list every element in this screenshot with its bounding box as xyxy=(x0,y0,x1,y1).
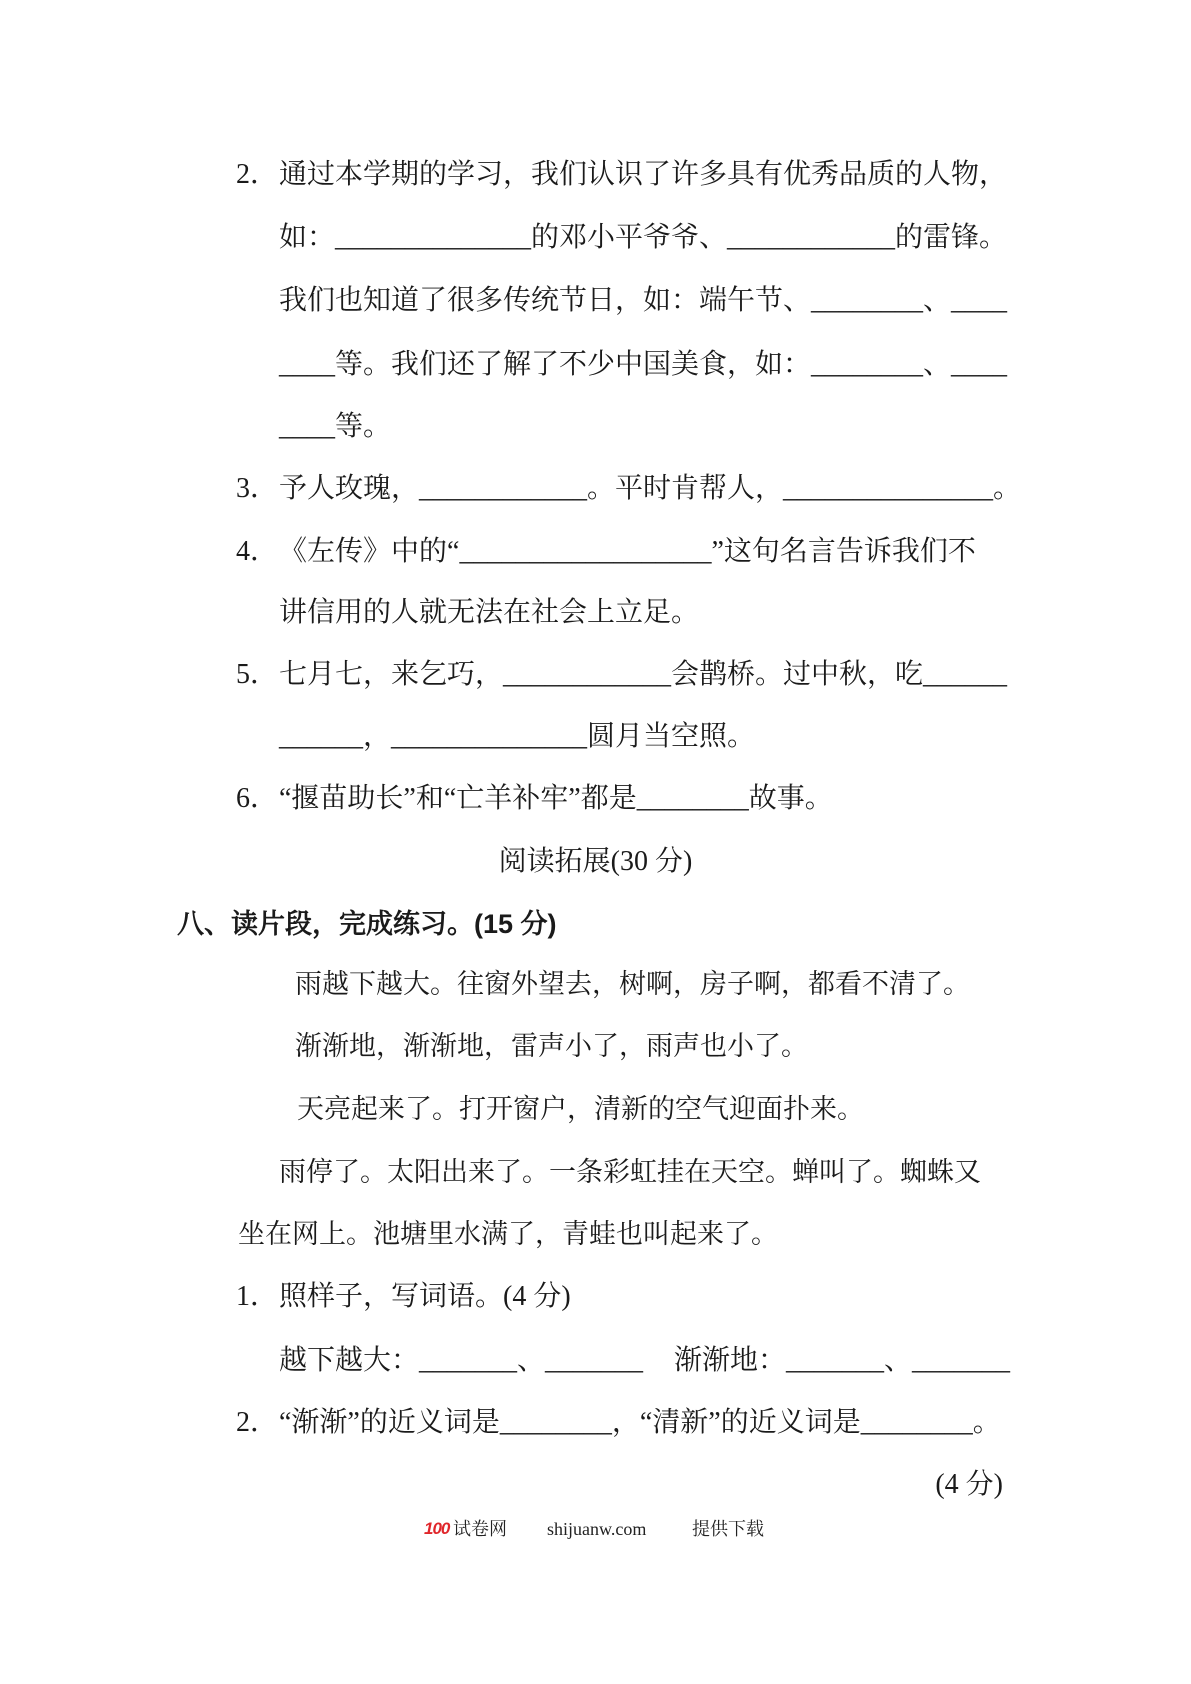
question-text: 故事。 xyxy=(748,783,833,814)
question-4-line xyxy=(279,532,976,572)
question-text: 《左传》中的“ xyxy=(279,536,460,567)
answer-blank: _______ xyxy=(912,1345,1011,1376)
answer-blank: ____________ xyxy=(419,473,588,504)
question-text: “渐渐”的近义词是 xyxy=(279,1407,500,1438)
example-group-a xyxy=(279,1341,643,1381)
answer-blank: ______________ xyxy=(335,222,532,253)
question-5-line xyxy=(279,655,1007,695)
answer-blank: ____ xyxy=(951,349,1008,380)
site-logo-icon: 100 xyxy=(424,1519,450,1538)
answer-blank: ________ xyxy=(860,1407,973,1438)
question-4-number: 4． xyxy=(236,536,279,567)
example-word: 越下越大： xyxy=(279,1345,420,1376)
example-word: 渐渐地： xyxy=(674,1345,787,1376)
passage-paragraph: 雨停了。太阳出来了。一条彩虹挂在天空。蝉叫了。蜘蛛又 xyxy=(279,1157,981,1188)
footer-note: 提供下载 xyxy=(692,1519,764,1539)
answer-blank: ______ xyxy=(923,659,1008,690)
question-text: 的雷锋。 xyxy=(895,222,1008,253)
part-8-question-1-text: 照样子，写词语。(4 分) xyxy=(279,1281,571,1312)
question-text: ，“清新”的近义词是 xyxy=(611,1407,861,1438)
part-8-question-2-line xyxy=(279,1403,1001,1443)
part-8-question-2-number: 2． xyxy=(236,1407,279,1438)
question-5-line xyxy=(279,717,755,757)
question-2-text: 通过本学期的学习，我们认识了许多具有优秀品质的人物， xyxy=(279,159,1008,190)
answer-blank: _______ xyxy=(545,1345,644,1376)
question-2-line xyxy=(279,281,1007,321)
answer-blank: _______ xyxy=(419,1345,518,1376)
site-logo-text: 试卷网 xyxy=(453,1519,507,1539)
answer-blank: ________ xyxy=(499,1407,612,1438)
question-text: 会鹊桥。过中秋，吃 xyxy=(671,659,924,690)
question-text: 我们也知道了很多传统节日，如：端午节、 xyxy=(279,285,812,316)
question-2-line xyxy=(279,345,1007,385)
question-2-line xyxy=(279,218,1007,258)
part-8-question-1-number: 1． xyxy=(236,1281,279,1312)
question-text: 等。我们还了解了不少中国美食，如： xyxy=(335,349,812,380)
question-3-line xyxy=(279,469,1021,509)
passage-paragraph: 坐在网上。池塘里水满了，青蛙也叫起来了。 xyxy=(238,1219,778,1250)
question-text: 。 xyxy=(972,1407,1001,1438)
question-text: 。 xyxy=(993,473,1022,504)
answer-blank: __________________ xyxy=(459,536,712,567)
answer-blank: ________ xyxy=(811,349,924,380)
answer-blank: _______________ xyxy=(783,473,994,504)
question-text: “揠苗助长”和“亡羊补牢”都是 xyxy=(279,783,637,814)
question-2-line xyxy=(279,407,391,447)
answer-blank: ______ xyxy=(279,721,363,752)
answer-blank: ______________ xyxy=(391,721,588,752)
answer-blank: ____ xyxy=(951,285,1008,316)
question-text: 圆月当空照。 xyxy=(587,721,756,752)
question-3-number: 3． xyxy=(236,473,279,504)
passage-paragraph: 雨越下越大。往窗外望去，树啊，房子啊，都看不清了。 xyxy=(295,969,970,1000)
question-text: 如： xyxy=(279,222,336,253)
answer-blank: ____ xyxy=(279,411,335,442)
question-text: 七月七，来乞巧， xyxy=(279,659,504,690)
question-text: 、 xyxy=(923,285,952,316)
question-text: 等。 xyxy=(335,411,392,442)
passage-paragraph: 渐渐地，渐渐地，雷声小了，雨声也小了。 xyxy=(295,1031,808,1062)
question-6-line xyxy=(279,779,833,819)
reading-section-heading: 阅读拓展(30 分) xyxy=(498,846,693,877)
answer-blank: ________ xyxy=(811,285,924,316)
question-text: 的邓小平爷爷、 xyxy=(531,222,728,253)
separator: 、 xyxy=(884,1345,913,1376)
question-text: 。平时肯帮人， xyxy=(587,473,784,504)
question-text: ， xyxy=(363,721,392,752)
site-url: shijuanw.com xyxy=(547,1519,647,1539)
question-4-text: 讲信用的人就无法在社会上立足。 xyxy=(279,597,700,628)
question-text: ”这句名言告诉我们不 xyxy=(711,536,976,567)
answer-blank: ____________ xyxy=(727,222,896,253)
question-6-number: 6． xyxy=(236,783,279,814)
answer-blank: ________ xyxy=(636,783,749,814)
question-5-number: 5． xyxy=(236,659,279,690)
question-text: 、 xyxy=(923,349,952,380)
question-text: 予人玫瑰， xyxy=(279,473,420,504)
answer-blank: ____ xyxy=(279,349,335,380)
answer-blank: ____________ xyxy=(503,659,672,690)
question-2-number: 2． xyxy=(236,159,279,190)
passage-paragraph: 天亮起来了。打开窗户，清新的空气迎面扑来。 xyxy=(297,1094,864,1125)
part-8-question-2-score: (4 分) xyxy=(935,1469,1003,1500)
part-8-title: 八、读片段，完成练习。(15 分) xyxy=(177,909,557,939)
answer-blank: _______ xyxy=(786,1345,885,1376)
example-group-b xyxy=(674,1341,1010,1381)
separator: 、 xyxy=(517,1345,546,1376)
